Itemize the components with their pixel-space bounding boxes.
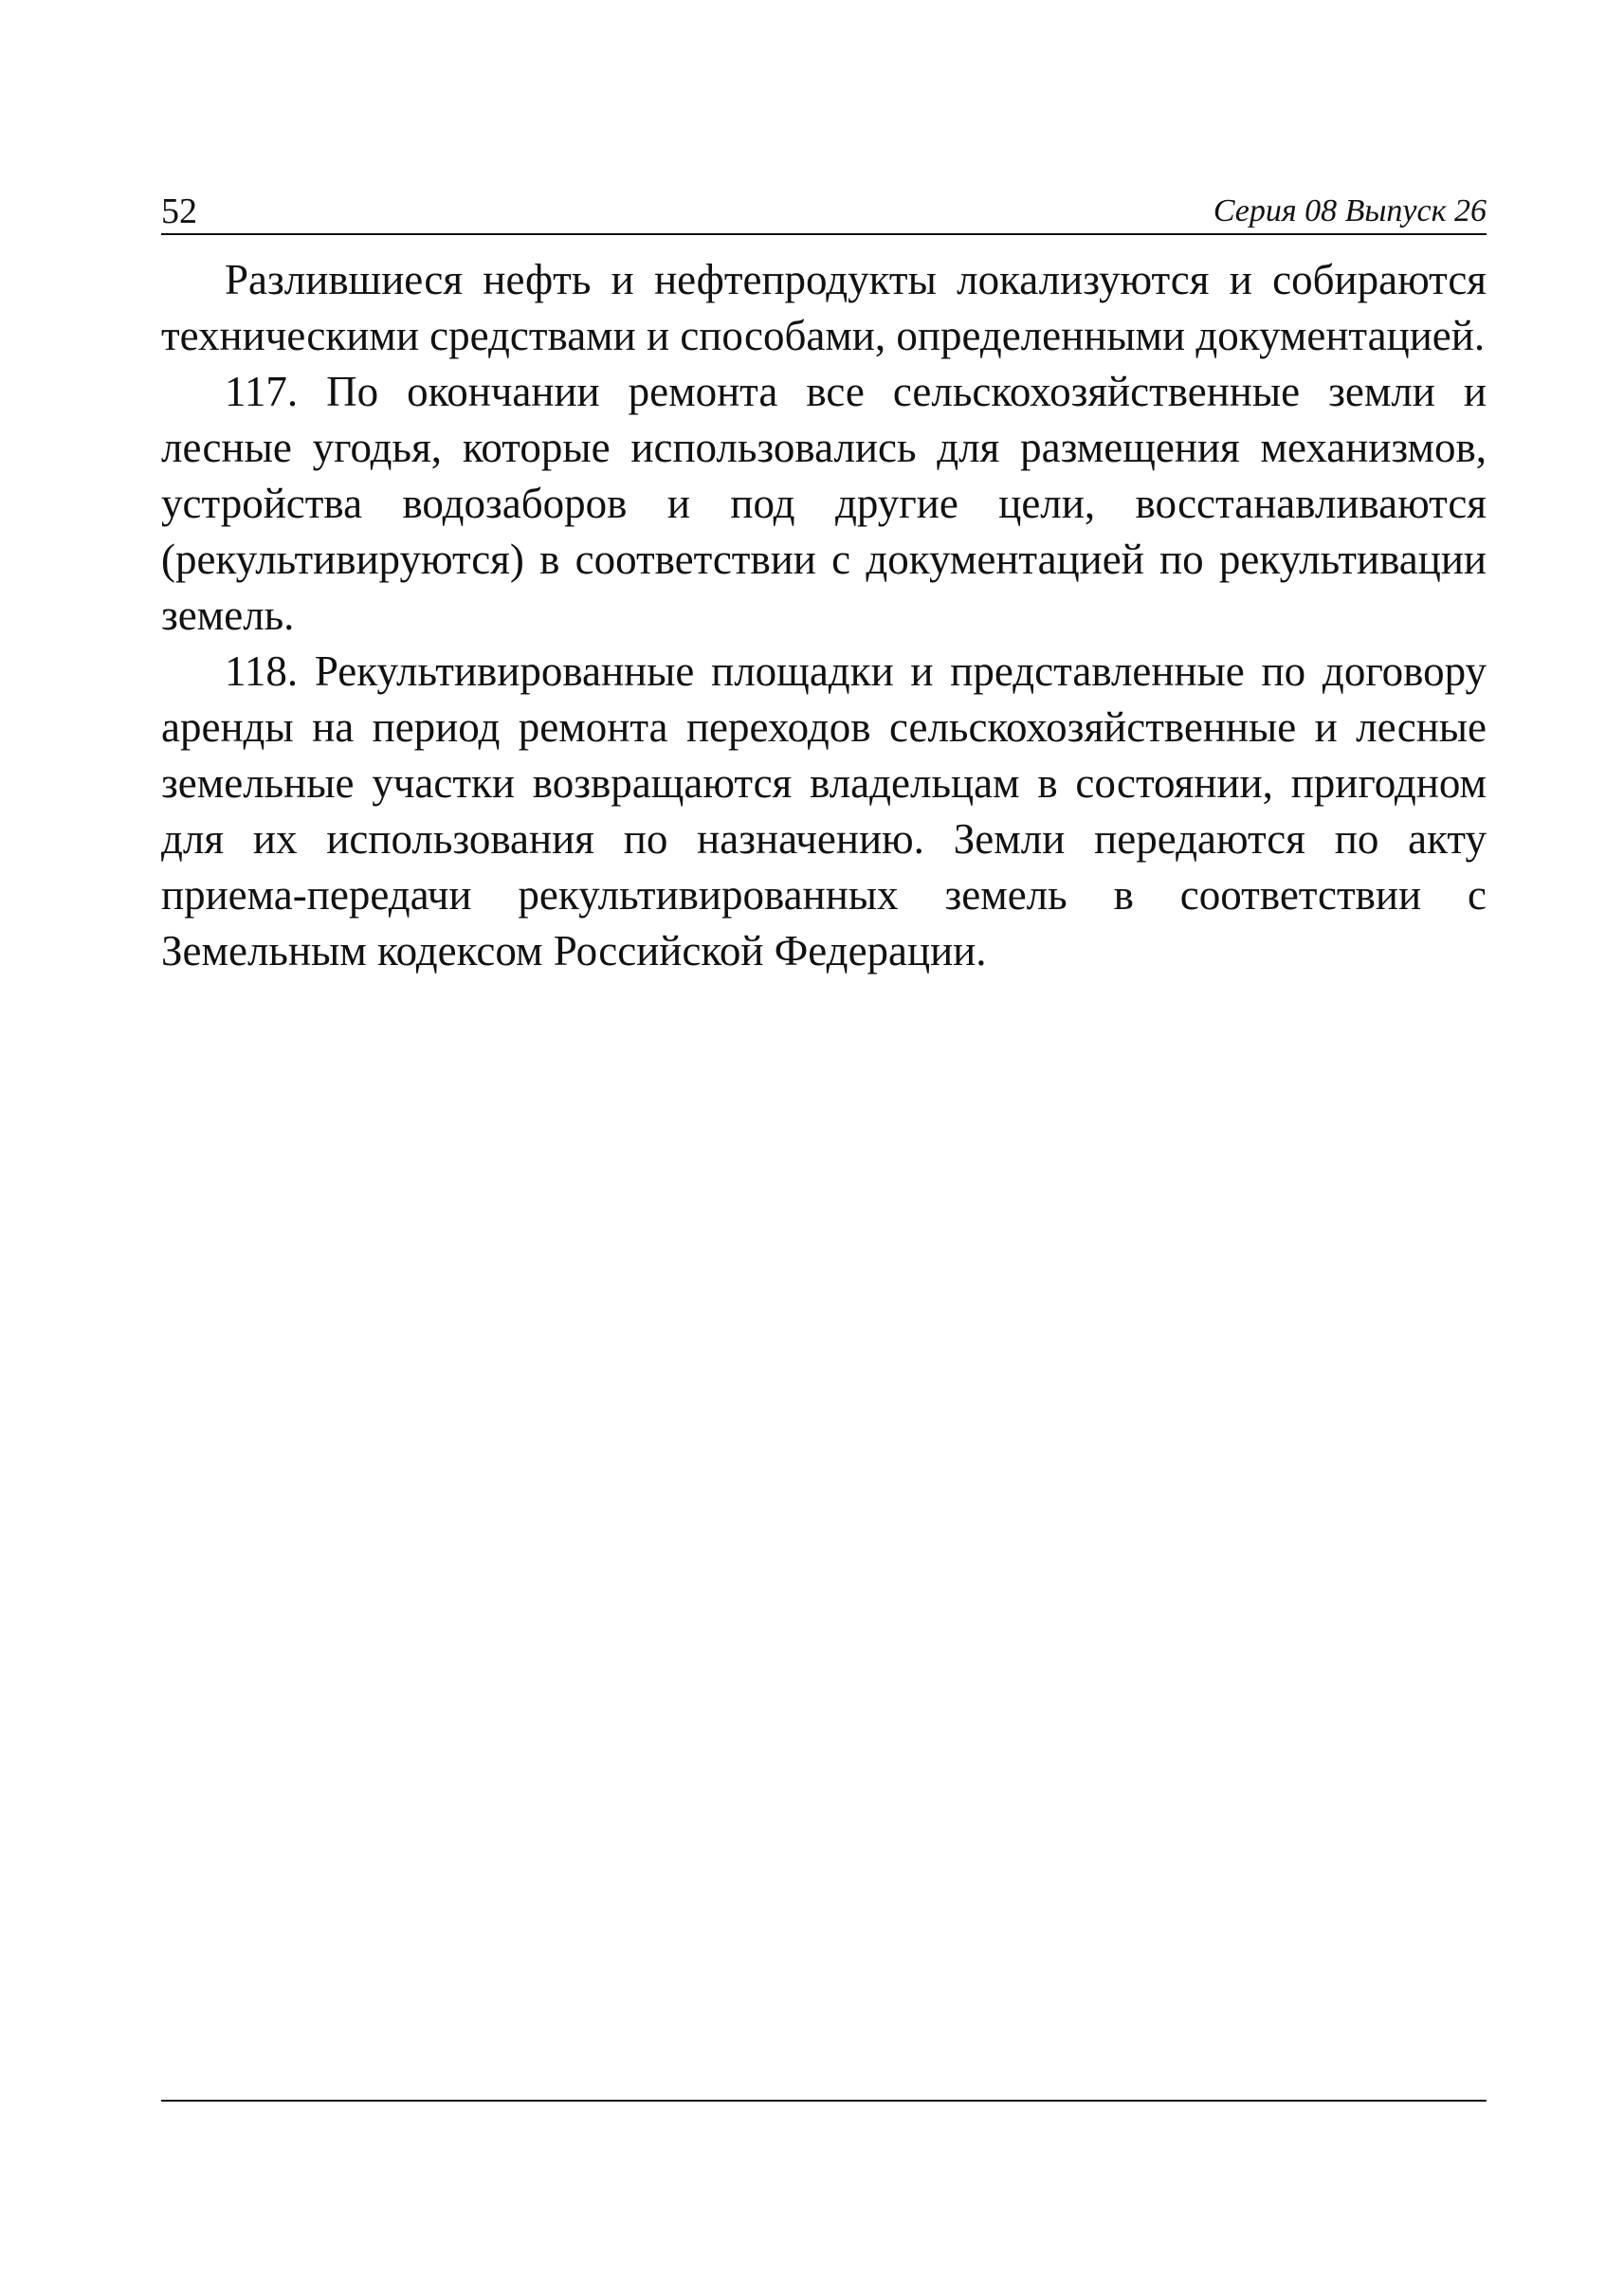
page-header bbox=[161, 188, 1487, 235]
footer-rule bbox=[161, 2100, 1487, 2102]
paragraph-spill-cleanup: Разлившиеся нефть и нефтепродукты локализуются и собираются техническими средствами и способами, определенными документацией. bbox=[161, 256, 1487, 359]
body-text bbox=[161, 252, 1487, 979]
paragraph-118: 118. Рекультивированные площадки и представленные по договору аренды на период ремонта переходов сельскохозяйственные и лесные земельные участки возвращаются владельцам в состоянии, пригодном для их использования по назначению. Земли передаются по акту приема-передачи рекультивированных земель в соответствии с Земельным кодексом Российской Федерации. bbox=[161, 647, 1487, 974]
paragraph-117: 117. По окончании ремонта все сельскохозяйственные земли и лесные угодья, которые использовались для размещения механизмов, устройства водозаборов и под другие цели, восстанавливаются (рекультивируются) в соответствии с документацией по рекультивации земель. bbox=[161, 368, 1487, 639]
running-title: Серия 08 Выпуск 26 bbox=[1213, 193, 1487, 228]
page-number: 52 bbox=[161, 191, 197, 231]
